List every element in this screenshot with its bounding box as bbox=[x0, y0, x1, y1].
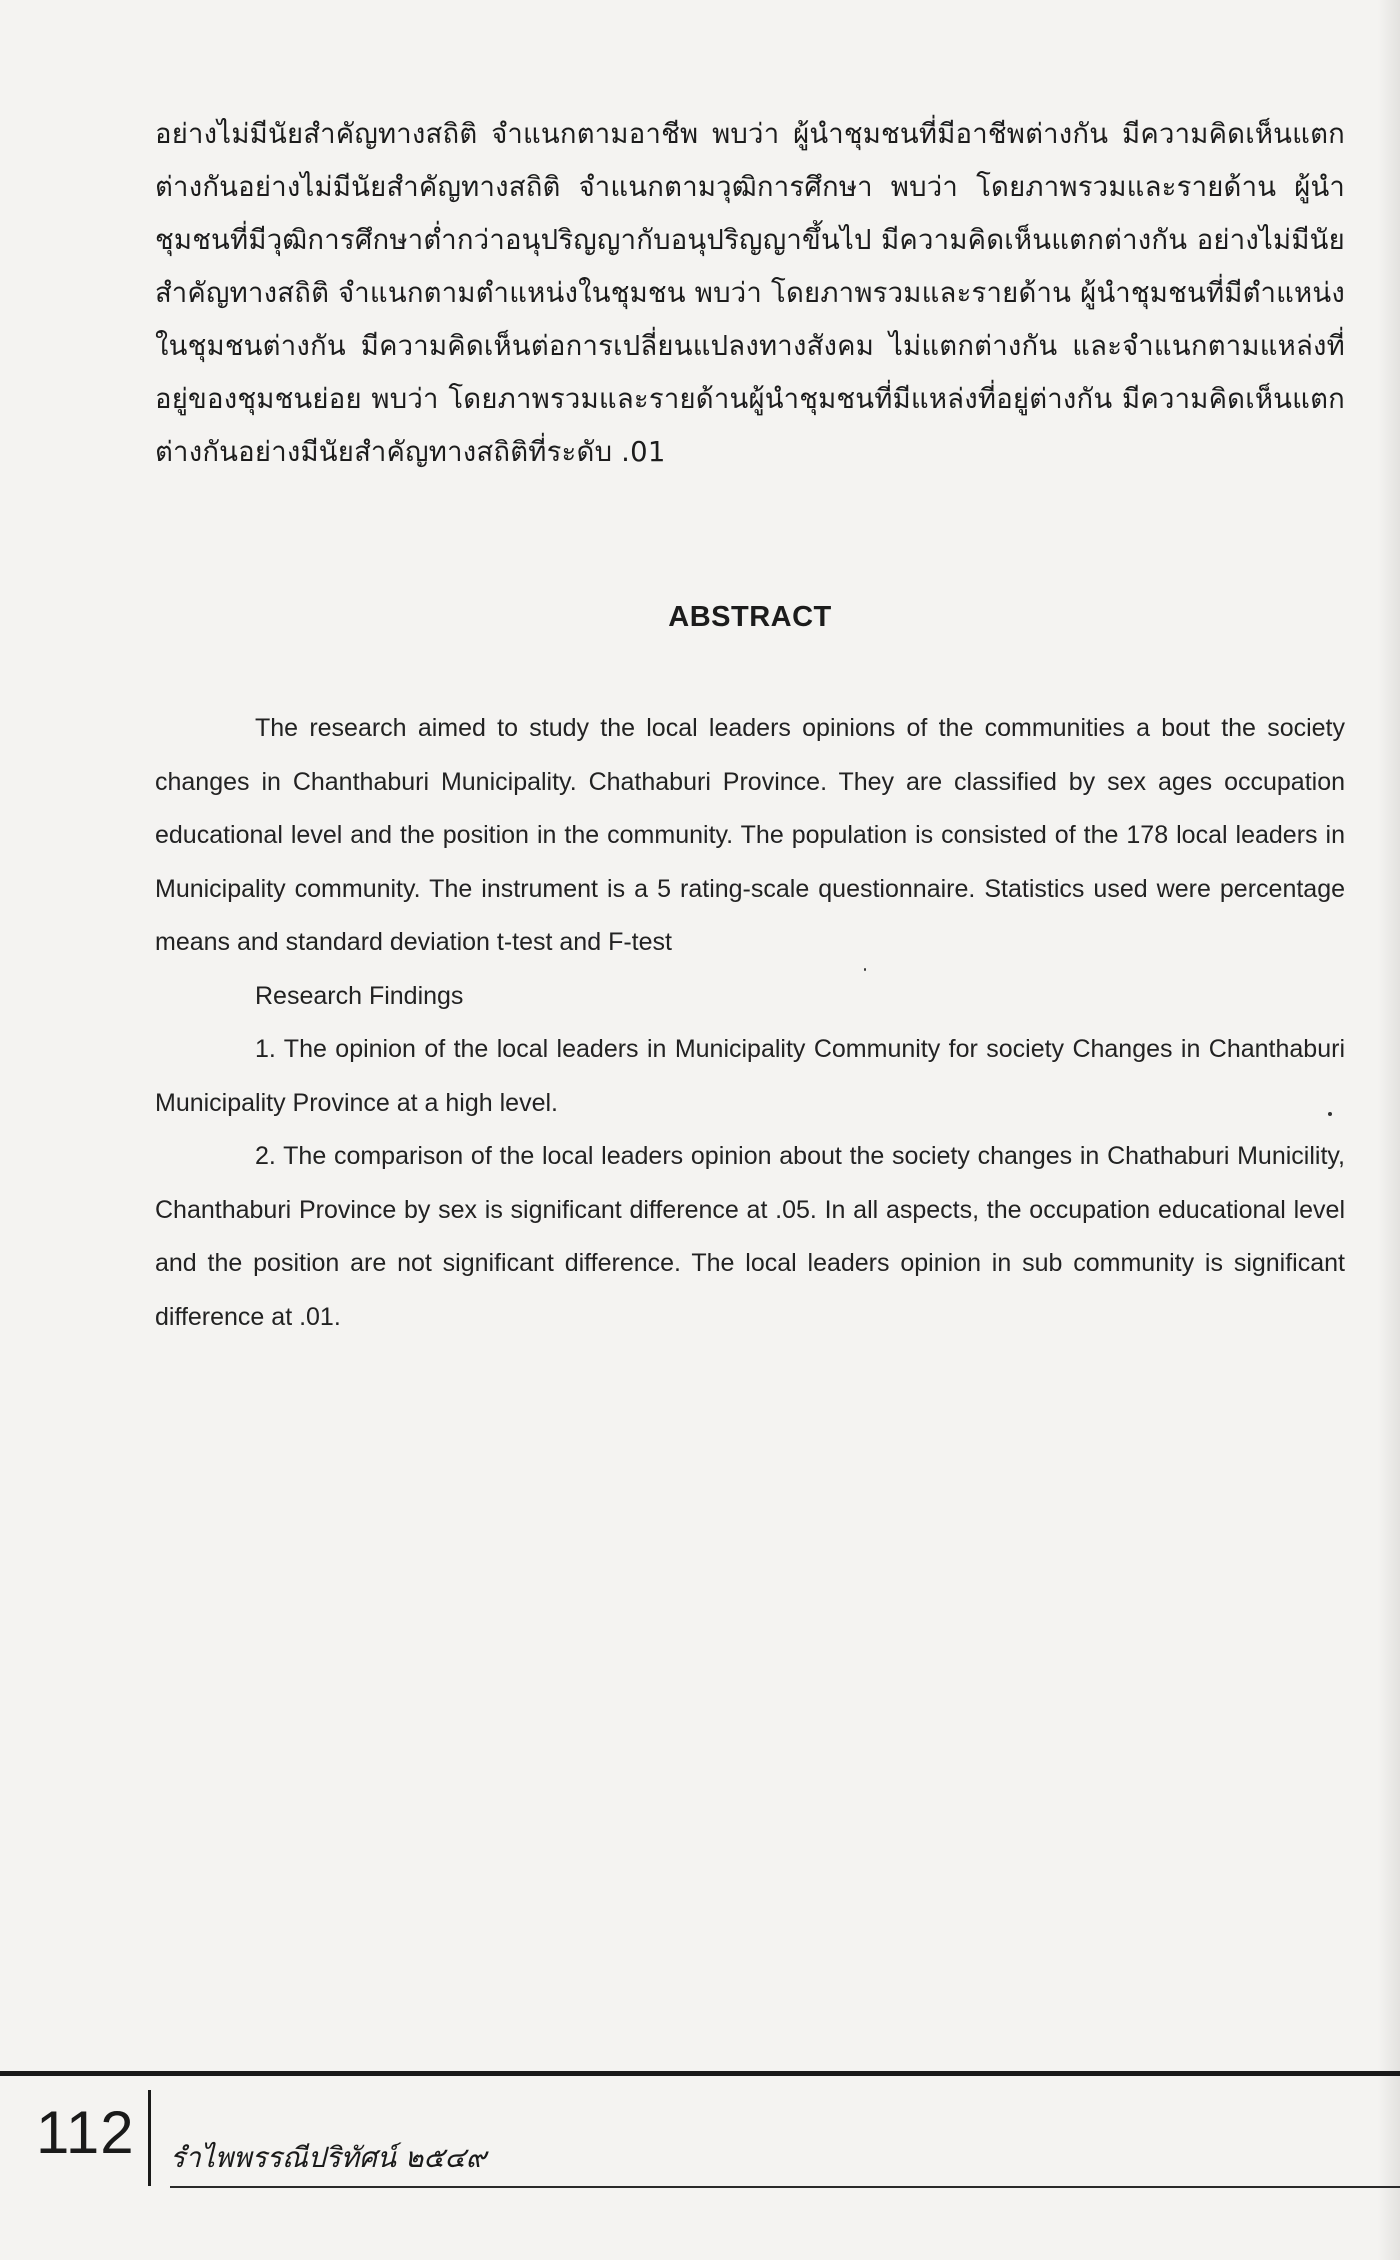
journal-title: รำไพพรรณีปริทัศน์ ๒๕๔๙ bbox=[170, 2141, 487, 2174]
page-number: 112 bbox=[36, 2099, 135, 2166]
scan-speck bbox=[1328, 1112, 1332, 1116]
abstract-paragraph-intro: The research aimed to study the local leaders opinions of the communities a bout the society changes in Chanthaburi Municipality. Chathaburi Province. They are classified by sex ages occupation educational level and the position in the community. The population is consisted of the 178 local leaders in Municipality community. The instrument is a 5 rating-scale questionnaire. Statistics used were percentage means and standard deviation t-test and F-test bbox=[155, 714, 1345, 956]
scan-speck bbox=[864, 968, 866, 971]
page-edge-shadow bbox=[1378, 0, 1400, 2260]
thai-summary-paragraph: อย่างไม่มีนัยสำคัญทางสถิติ จำแนกตามอาชีพ พบว่า ผู้นำชุมชนที่มีอาชีพต่างกัน มีความคิดเห็นแตกต่างกันอย่างไม่มีนัยสำคัญทางสถิติ จำแนกตามวุฒิการศึกษา พบว่า โดยภาพรวมและรายด้าน ผู้นำชุมชนที่มีวุฒิการศึกษาต่ำกว่าอนุปริญญากับอนุปริญญาขึ้นไป มีความคิดเห็นแตกต่างกัน อย่างไม่มีนัยสำคัญทางสถิติ จำแนกตามตำแหน่งในชุมชน พบว่า โดยภาพรวมและรายด้าน ผู้นำชุมชนที่มีตำแหน่งในชุมชนต่างกัน มีความคิดเห็นต่อการเปลี่ยนแปลงทางสังคม ไม่แตกต่างกัน และจำแนกตามแหล่งที่อยู่ของชุมชนย่อย พบว่า โดยภาพรวมและรายด้านผู้นำชุมชนที่มีแหล่งที่อยู่ต่างกัน มีความคิดเห็นแตกต่างกันอย่างมีนัยสำคัญทางสถิติที่ระดับ .01 bbox=[155, 118, 1345, 468]
footer-rule bbox=[0, 2071, 1400, 2076]
footer-underline bbox=[170, 2186, 1400, 2188]
finding-2: 2. The comparison of the local leaders opinion about the society changes in Chathaburi Municility, Chanthaburi Province by sex is significant difference at .05. In all aspects, the occupation educational level and the position are not significant difference. The local leaders opinion in sub community is significant difference at .01. bbox=[155, 1142, 1345, 1331]
research-findings-heading: Research Findings bbox=[255, 981, 464, 1010]
abstract-heading: ABSTRACT bbox=[668, 601, 832, 633]
finding-1: 1. The opinion of the local leaders in Municipality Community for society Changes in Chanthaburi Municipality Province at a high level. bbox=[155, 1035, 1345, 1117]
abstract-body bbox=[155, 702, 1345, 1344]
footer-divider bbox=[148, 2090, 151, 2186]
